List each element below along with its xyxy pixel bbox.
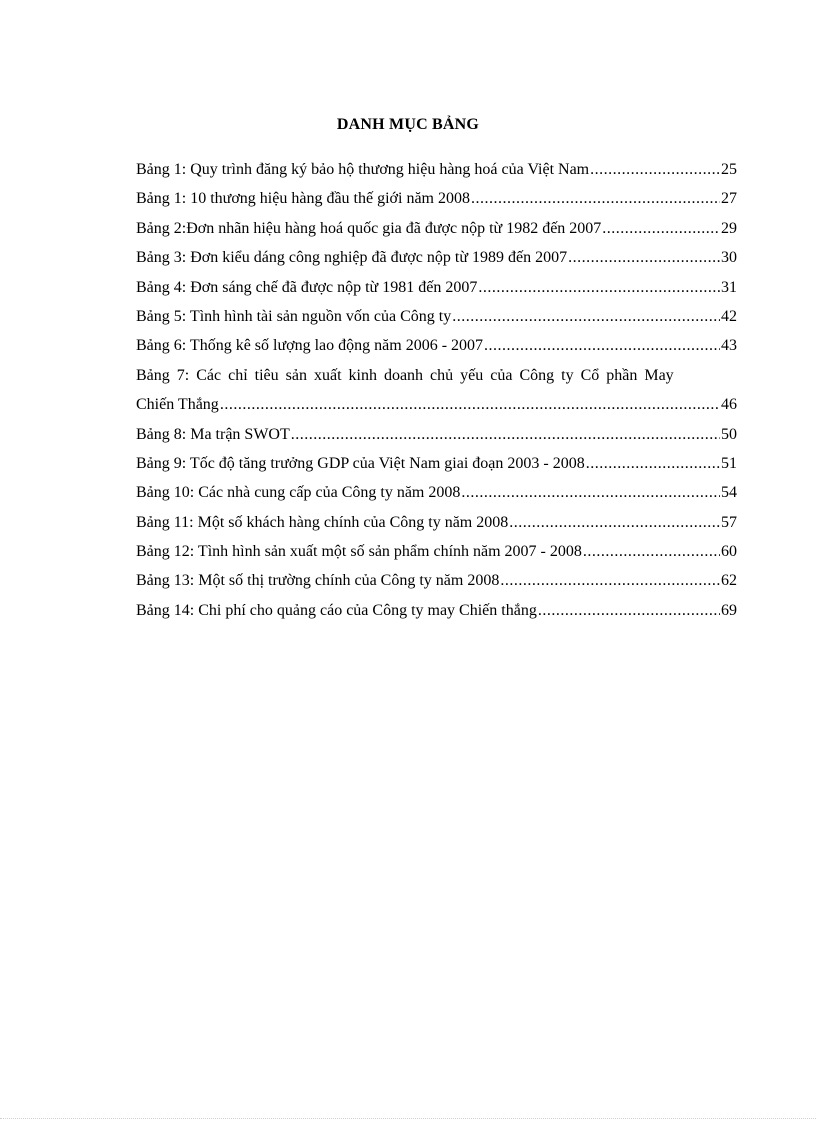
toc-page-number: 69 <box>721 601 737 619</box>
toc-entry-label: Bảng 5: Tình hình tài sản nguồn vốn của Công ty <box>136 307 452 325</box>
dot-leader <box>568 243 720 272</box>
dot-leader <box>538 596 720 625</box>
toc-page-number: 60 <box>721 543 737 561</box>
toc-entry-continuation <box>136 390 737 419</box>
toc-page-number: 25 <box>721 161 737 178</box>
dot-leader <box>586 449 720 478</box>
toc-entry[interactable] <box>136 478 737 507</box>
toc-entry-label: Bảng 1: Quy trình đăng ký bảo hộ thương hiệu hàng hoá của Việt Nam <box>136 161 590 178</box>
dot-leader <box>484 331 720 360</box>
toc-entry[interactable] <box>136 508 737 537</box>
toc-entry[interactable] <box>136 449 737 478</box>
toc-entry[interactable] <box>136 420 737 449</box>
toc-page-number: 57 <box>721 513 737 531</box>
toc-page-number: 27 <box>721 190 737 208</box>
dot-leader <box>509 508 720 537</box>
toc-entry[interactable] <box>136 361 737 420</box>
toc-page-number: 43 <box>721 337 737 355</box>
toc-page-number: 51 <box>721 454 737 472</box>
dot-leader <box>583 537 720 566</box>
dot-leader <box>500 566 720 595</box>
toc-page-number: 29 <box>721 219 737 237</box>
table-of-contents <box>136 155 737 625</box>
toc-entry-label: Bảng 10: Các nhà cung cấp của Công ty năm 2008 <box>136 484 461 502</box>
toc-entry-label: Bảng 6: Thống kê số lượng lao động năm 2006 - 2007 <box>136 337 484 355</box>
toc-entry[interactable] <box>136 331 737 360</box>
toc-entry-label: Bảng 2:Đơn nhãn hiệu hàng hoá quốc gia đã được nộp từ 1982 đến 2007 <box>136 219 602 237</box>
dot-leader <box>478 273 720 302</box>
toc-page-number: 54 <box>721 484 737 502</box>
dot-leader <box>471 184 720 213</box>
page-bottom-divider <box>0 1118 816 1119</box>
toc-entry-label: Bảng 14: Chi phí cho quảng cáo của Công ty may Chiến thắng <box>136 601 537 619</box>
toc-entry-label-continued: Chiến Thắng <box>136 396 219 414</box>
toc-page-number: 31 <box>721 278 737 296</box>
toc-entry[interactable] <box>136 566 737 595</box>
toc-page-number: 30 <box>721 249 737 267</box>
toc-entry-label: Bảng 3: Đơn kiểu dáng công nghiệp đã được nộp từ 1989 đến 2007 <box>136 249 568 267</box>
toc-entry[interactable] <box>136 273 737 302</box>
dot-leader <box>452 302 720 331</box>
toc-entry-label: Bảng 12: Tình hình sản xuất một số sản phẩm chính năm 2007 - 2008 <box>136 543 582 561</box>
toc-entry[interactable] <box>136 184 737 213</box>
dot-leader <box>590 155 720 184</box>
dot-leader <box>291 420 720 449</box>
toc-entry-label: Bảng 4: Đơn sáng chế đã được nộp từ 1981 đến 2007 <box>136 278 478 296</box>
toc-entry[interactable] <box>136 155 737 184</box>
dot-leader <box>461 478 720 507</box>
dot-leader <box>220 390 720 419</box>
toc-page-number: 50 <box>721 425 737 443</box>
page-title: DANH MỤC BẢNG <box>336 116 480 133</box>
toc-entry[interactable] <box>136 537 737 566</box>
toc-entry[interactable] <box>136 596 737 625</box>
toc-entry-label: Bảng 1: 10 thương hiệu hàng đầu thế giới năm 2008 <box>136 190 470 208</box>
toc-entry-label: Bảng 11: Một số khách hàng chính của Công ty năm 2008 <box>136 513 509 531</box>
toc-page-number: 42 <box>721 307 737 325</box>
toc-entry-label: Bảng 8: Ma trận SWOT <box>136 425 290 443</box>
toc-entry-label: Bảng 7: Các chỉ tiêu sản xuất kinh doanh chủ yếu của Công ty Cổ phần May <box>136 366 674 384</box>
toc-entry-label: Bảng 9: Tốc độ tăng trưởng GDP của Việt Nam giai đoạn 2003 - 2008 <box>136 454 585 472</box>
toc-page-number: 46 <box>721 396 737 414</box>
toc-entry-label: Bảng 13: Một số thị trường chính của Công ty năm 2008 <box>136 572 500 590</box>
toc-page-number: 62 <box>721 572 737 590</box>
toc-entry[interactable] <box>136 214 737 243</box>
toc-entry[interactable] <box>136 243 737 272</box>
toc-entry[interactable] <box>136 302 737 331</box>
dot-leader <box>602 214 720 243</box>
